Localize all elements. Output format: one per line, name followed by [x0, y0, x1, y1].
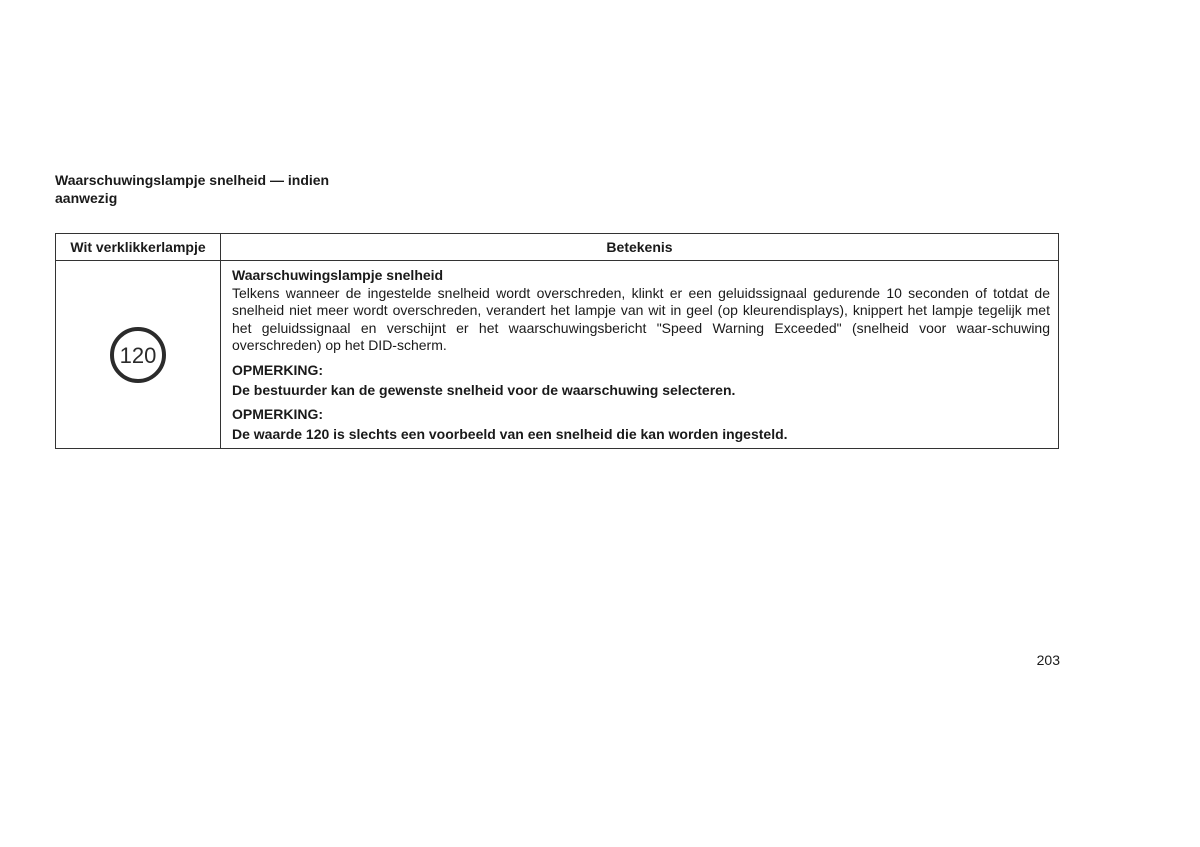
- section-heading: Waarschuwingslampje snelheid — indien aanwezig: [55, 172, 330, 206]
- speed-limit-value: 120: [119, 343, 157, 369]
- note-label: OPMERKING:: [232, 406, 323, 423]
- description-cell: [221, 261, 1059, 449]
- table-row: [56, 261, 1059, 449]
- description-title: Waarschuwingslampje snelheid: [232, 267, 444, 283]
- table-header-row: [56, 234, 1059, 261]
- description-body: Telkens wanneer de ingestelde snelheid wordt overschreden, klinkt er een geluidssignaal gedurende 10 seconden of totdat de snelheid niet meer wordt overschreden, verandert het lampje van wit in geel (op kleurendisplays), knippert het lampje tegelijk met het geluidssignaal en verschijnt er het waarschuwingsbericht "Speed Warning Exceeded" (snelheid voor waar-schuwing overschreden) op het DID-scherm.: [232, 284, 1050, 354]
- indicator-table: [55, 233, 1059, 449]
- header-lamp: Wit verklikkerlampje: [56, 234, 221, 261]
- page-number: 203: [1036, 652, 1060, 668]
- note-text: De waarde 120 is slechts een voorbeeld van een snelheid die kan worden ingesteld.: [232, 425, 788, 442]
- speed-limit-120-icon: [109, 326, 167, 384]
- note-text: De bestuurder kan de gewenste snelheid voor de waarschuwing selecteren.: [232, 381, 736, 398]
- lamp-cell: [56, 261, 221, 449]
- note-label: OPMERKING:: [232, 361, 323, 378]
- header-meaning: Betekenis: [221, 234, 1059, 261]
